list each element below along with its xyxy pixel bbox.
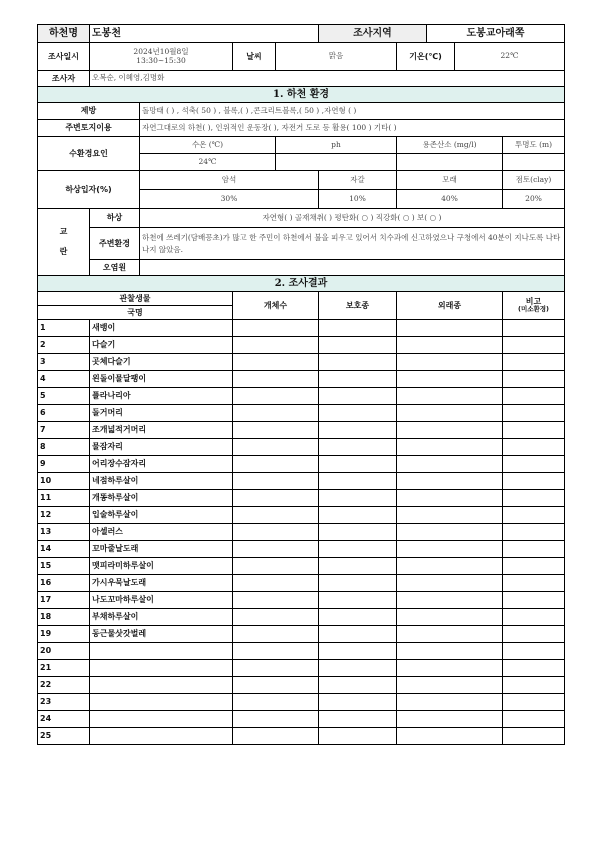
bed-value-clay: 20%	[503, 190, 565, 209]
species-name: 물잠자리	[90, 439, 233, 456]
row-number: 12	[38, 507, 90, 524]
row-number: 6	[38, 405, 90, 422]
weather-label: 날씨	[233, 43, 276, 71]
note-cell	[503, 694, 565, 711]
bed-value-gravel: 10%	[319, 190, 397, 209]
table-row	[38, 490, 565, 507]
count-header: 개체수	[233, 292, 319, 320]
species-name: 동근물삿갓벌레	[90, 626, 233, 643]
species-name: 곳체다슬기	[90, 354, 233, 371]
species-name: 꼬마줄날도래	[90, 541, 233, 558]
row-number: 24	[38, 711, 90, 728]
count-cell	[233, 711, 319, 728]
foreign-cell	[397, 473, 503, 490]
row-number: 1	[38, 320, 90, 337]
row-number: 13	[38, 524, 90, 541]
species-name: 개똥하루살이	[90, 490, 233, 507]
count-cell	[233, 507, 319, 524]
note-cell	[503, 711, 565, 728]
species-name	[90, 677, 233, 694]
species-name: 어리장수잠자리	[90, 456, 233, 473]
table-row	[38, 473, 565, 490]
row-number: 23	[38, 694, 90, 711]
row-number: 2	[38, 337, 90, 354]
protected-cell	[319, 456, 397, 473]
riverbed-label: 하상	[90, 209, 140, 228]
note-cell	[503, 490, 565, 507]
foreign-cell	[397, 439, 503, 456]
riverbed-value: 자연형( ) 골재채취( ) 평탄화( ○ ) 직강화( ○ ) 보( ○ )	[140, 209, 565, 228]
foreign-header: 외래종	[397, 292, 503, 320]
water-header-temp: 수온 (℃)	[140, 137, 276, 154]
row-number: 21	[38, 660, 90, 677]
row-number: 18	[38, 609, 90, 626]
count-cell	[233, 592, 319, 609]
row-number: 15	[38, 558, 90, 575]
note-cell	[503, 388, 565, 405]
foreign-cell	[397, 626, 503, 643]
pollution-value	[140, 260, 565, 276]
water-header-transparency: 투명도 (m)	[503, 137, 565, 154]
survey-table	[37, 24, 565, 745]
table-row	[38, 643, 565, 660]
table-row	[38, 388, 565, 405]
count-cell	[233, 388, 319, 405]
note-cell	[503, 626, 565, 643]
foreign-cell	[397, 643, 503, 660]
foreign-cell	[397, 422, 503, 439]
note-cell	[503, 660, 565, 677]
protected-cell	[319, 660, 397, 677]
species-name: 조개넓적거머리	[90, 422, 233, 439]
note-cell	[503, 558, 565, 575]
foreign-cell	[397, 490, 503, 507]
count-cell	[233, 524, 319, 541]
row-number: 4	[38, 371, 90, 388]
foreign-cell	[397, 575, 503, 592]
note-cell	[503, 728, 565, 745]
foreign-cell	[397, 558, 503, 575]
count-cell	[233, 490, 319, 507]
protected-cell	[319, 439, 397, 456]
pollution-label: 오염원	[90, 260, 140, 276]
water-value-transparency	[503, 154, 565, 171]
surroundings-text: 하천에 쓰레기(담배꽁초)가 많고 한 주민이 하천에서 불을 피우고 있어서 치수과에 신고하였으나 구청에서 40분이 지나도록 나타나지 않았음.	[140, 228, 565, 260]
river-name-label: 하천명	[38, 25, 90, 43]
row-number: 22	[38, 677, 90, 694]
species-name: 아셀러스	[90, 524, 233, 541]
table-row	[38, 507, 565, 524]
protected-cell	[319, 388, 397, 405]
area-label: 조사지역	[319, 25, 427, 43]
foreign-cell	[397, 371, 503, 388]
count-cell	[233, 354, 319, 371]
note-cell	[503, 507, 565, 524]
levee-label: 제방	[38, 103, 140, 120]
bed-header-clay: 점토(clay)	[503, 171, 565, 190]
table-row	[38, 694, 565, 711]
foreign-cell	[397, 388, 503, 405]
species-name	[90, 728, 233, 745]
surveyor-label: 조사자	[38, 71, 90, 87]
protected-cell	[319, 473, 397, 490]
row-number: 16	[38, 575, 90, 592]
table-row	[38, 320, 565, 337]
temperature-label: 기온(℃)	[397, 43, 455, 71]
count-cell	[233, 660, 319, 677]
count-cell	[233, 320, 319, 337]
note-cell	[503, 439, 565, 456]
table-row	[38, 660, 565, 677]
surveyor-value: 오복순, 이혜영,김명화	[90, 71, 565, 87]
row-number: 25	[38, 728, 90, 745]
weather-value: 맑음	[276, 43, 397, 71]
table-row	[38, 677, 565, 694]
protected-cell	[319, 371, 397, 388]
protected-cell	[319, 609, 397, 626]
section-2-title: 2. 조사결과	[38, 276, 565, 292]
count-cell	[233, 558, 319, 575]
surroundings-label: 주변환경	[90, 228, 140, 260]
table-row	[38, 337, 565, 354]
levee-value: 돌망태 ( ) , 석축( 50 ) , 블록,( ) ,콘크리트블록,( 50 ) ,자연형 ( )	[140, 103, 565, 120]
time-value: 13:30~15:30	[136, 55, 186, 65]
species-name	[90, 694, 233, 711]
row-number: 7	[38, 422, 90, 439]
table-row	[38, 524, 565, 541]
protected-cell	[319, 711, 397, 728]
foreign-cell	[397, 456, 503, 473]
count-cell	[233, 609, 319, 626]
note-cell	[503, 320, 565, 337]
water-value-ph	[276, 154, 397, 171]
count-cell	[233, 422, 319, 439]
note-cell	[503, 405, 565, 422]
protected-cell	[319, 728, 397, 745]
foreign-cell	[397, 354, 503, 371]
count-cell	[233, 575, 319, 592]
bed-header-sand: 모래	[397, 171, 503, 190]
row-number: 5	[38, 388, 90, 405]
protected-cell	[319, 422, 397, 439]
note-sub-label: (미소환경)	[517, 305, 550, 314]
protected-cell	[319, 524, 397, 541]
count-cell	[233, 677, 319, 694]
bed-header-rock: 암석	[140, 171, 319, 190]
species-name: 부채하루살이	[90, 609, 233, 626]
protected-cell	[319, 626, 397, 643]
count-cell	[233, 694, 319, 711]
row-number: 8	[38, 439, 90, 456]
foreign-cell	[397, 677, 503, 694]
temperature-value: 22℃	[455, 43, 565, 71]
note-cell	[503, 473, 565, 490]
name-header: 국명	[38, 306, 233, 320]
foreign-cell	[397, 507, 503, 524]
protected-cell	[319, 592, 397, 609]
water-header-ph: ph	[276, 137, 397, 154]
note-cell	[503, 422, 565, 439]
protected-cell	[319, 677, 397, 694]
row-number: 10	[38, 473, 90, 490]
landuse-label: 주변토지이용	[38, 120, 140, 137]
row-number: 17	[38, 592, 90, 609]
table-row	[38, 558, 565, 575]
species-name: 맷피라미하루살이	[90, 558, 233, 575]
count-cell	[233, 643, 319, 660]
date-time-cell	[90, 43, 233, 71]
protected-cell	[319, 354, 397, 371]
protected-cell	[319, 558, 397, 575]
note-label: 비고	[525, 297, 542, 307]
protected-cell	[319, 490, 397, 507]
note-cell	[503, 592, 565, 609]
protected-cell	[319, 643, 397, 660]
landuse-value: 자연그대로의 하천( ), 인위적인 운동장( ), 자전거 도로 등 활용( 100 ) 기타( )	[140, 120, 565, 137]
species-name: 입술하루살이	[90, 507, 233, 524]
count-cell	[233, 626, 319, 643]
species-name: 돌거머리	[90, 405, 233, 422]
count-cell	[233, 541, 319, 558]
foreign-cell	[397, 694, 503, 711]
protected-header: 보호종	[319, 292, 397, 320]
observed-header: 관찰생물	[38, 292, 233, 306]
note-cell	[503, 354, 565, 371]
table-row	[38, 422, 565, 439]
protected-cell	[319, 575, 397, 592]
table-row	[38, 592, 565, 609]
survey-sheet	[37, 24, 564, 745]
table-row	[38, 609, 565, 626]
row-number: 19	[38, 626, 90, 643]
water-header-do: 용존산소 (mg/l)	[397, 137, 503, 154]
species-name: 나도꼬마하루살이	[90, 592, 233, 609]
table-row	[38, 711, 565, 728]
foreign-cell	[397, 592, 503, 609]
note-cell	[503, 541, 565, 558]
count-cell	[233, 456, 319, 473]
row-number: 9	[38, 456, 90, 473]
bed-particle-label: 하상입자(%)	[38, 171, 140, 209]
foreign-cell	[397, 320, 503, 337]
water-env-label: 수환경요인	[38, 137, 140, 171]
foreign-cell	[397, 728, 503, 745]
table-row	[38, 439, 565, 456]
row-number: 11	[38, 490, 90, 507]
note-cell	[503, 371, 565, 388]
foreign-cell	[397, 609, 503, 626]
species-name: 왼돌이물달팽이	[90, 371, 233, 388]
foreign-cell	[397, 405, 503, 422]
water-value-temp: 24℃	[140, 154, 276, 171]
bed-value-rock: 30%	[140, 190, 319, 209]
row-number: 14	[38, 541, 90, 558]
note-cell	[503, 337, 565, 354]
date-label: 조사일시	[38, 43, 90, 71]
count-cell	[233, 371, 319, 388]
table-row	[38, 371, 565, 388]
foreign-cell	[397, 660, 503, 677]
foreign-cell	[397, 337, 503, 354]
species-name: 다슬기	[90, 337, 233, 354]
protected-cell	[319, 541, 397, 558]
row-number: 20	[38, 643, 90, 660]
protected-cell	[319, 405, 397, 422]
disturbance-label: 교란	[59, 227, 68, 256]
note-cell	[503, 609, 565, 626]
foreign-cell	[397, 541, 503, 558]
species-name: 새뱅이	[90, 320, 233, 337]
table-row	[38, 354, 565, 371]
table-row	[38, 626, 565, 643]
species-name: 플라나리아	[90, 388, 233, 405]
table-row	[38, 728, 565, 745]
table-row	[38, 456, 565, 473]
date-value: 2024년10월8일	[133, 46, 189, 56]
disturbance-group-label	[38, 209, 90, 276]
note-cell	[503, 456, 565, 473]
section-1-title: 1. 하천 환경	[38, 87, 565, 103]
protected-cell	[319, 694, 397, 711]
water-value-do	[397, 154, 503, 171]
species-name: 네점하루살이	[90, 473, 233, 490]
area-value: 도봉교아래쪽	[427, 25, 565, 43]
note-cell	[503, 643, 565, 660]
table-row	[38, 541, 565, 558]
bed-header-gravel: 자갈	[319, 171, 397, 190]
table-row	[38, 405, 565, 422]
foreign-cell	[397, 524, 503, 541]
protected-cell	[319, 507, 397, 524]
count-cell	[233, 473, 319, 490]
note-cell	[503, 677, 565, 694]
species-name	[90, 660, 233, 677]
note-cell	[503, 575, 565, 592]
row-number: 3	[38, 354, 90, 371]
species-name: 가시우묵날도래	[90, 575, 233, 592]
protected-cell	[319, 320, 397, 337]
table-row	[38, 575, 565, 592]
note-header	[503, 292, 565, 320]
count-cell	[233, 439, 319, 456]
bed-value-sand: 40%	[397, 190, 503, 209]
count-cell	[233, 405, 319, 422]
foreign-cell	[397, 711, 503, 728]
river-name-value: 도봉천	[90, 25, 319, 43]
species-name	[90, 643, 233, 660]
count-cell	[233, 337, 319, 354]
protected-cell	[319, 337, 397, 354]
species-name	[90, 711, 233, 728]
count-cell	[233, 728, 319, 745]
note-cell	[503, 524, 565, 541]
